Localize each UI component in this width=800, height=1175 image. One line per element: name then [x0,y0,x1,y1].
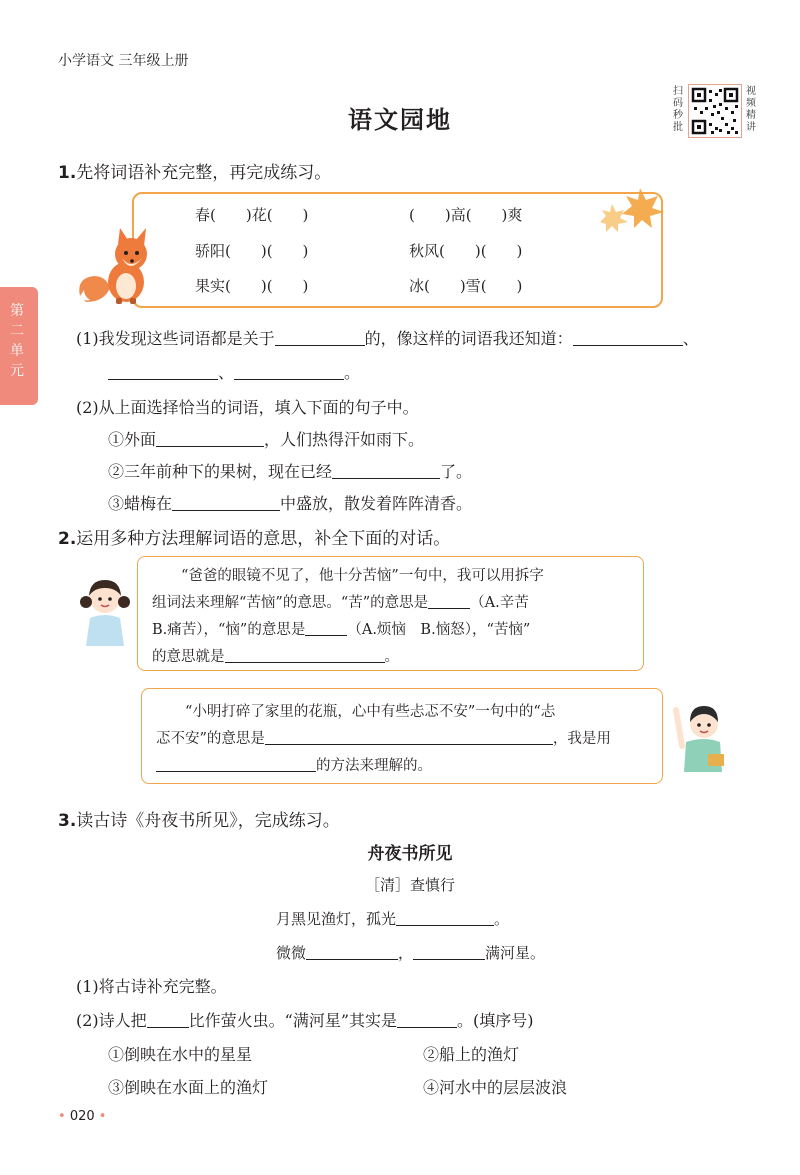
answer-blank[interactable] [397,1011,457,1028]
q3-sub2-text: 比作萤火虫。“满河星”其实是 [188,1011,398,1030]
word-item-5: 果实( )( ) [195,277,309,295]
qr-right-label: 视频精讲 [746,86,756,133]
q1-sub1-sep: 、 [218,363,235,382]
poem-title: 舟夜书所见 [367,844,453,864]
bubble1-line1: “爸爸的眼镜不见了，他十分苦恼”一句中，我可以用拆字 [181,568,544,584]
poem-text: 。 [494,910,510,928]
q1-sentence-3 [108,491,472,514]
q1-sentence-2 [108,459,472,482]
q3-sub2 [76,1008,534,1031]
answer-blank[interactable] [275,329,365,346]
bubble2-line2 [156,726,648,753]
poem-text: 月黑见渔灯，孤光 [276,910,397,928]
page-number-text: 020 [69,1109,95,1124]
dialog-bubble-1 [137,556,644,671]
answer-blank[interactable] [305,621,347,637]
q1-s3-text-a: ③蜡梅在 [108,494,173,513]
bubble1-text: （A.辛苦 [470,595,529,611]
option-1: ①倒映在水中的星星 [108,1045,253,1064]
maple-leaves-icon [600,184,670,234]
q1-sub1-sep: 、 [682,329,699,348]
page-title: 语文园地 [348,106,452,134]
bubble1-line3 [152,617,629,644]
bubble2-line1: “小明打碎了家里的花瓶，心中有些忐忑不安”一句中的“忐 [185,704,556,720]
q1-sub1-line2 [108,360,360,383]
answer-blank[interactable] [234,363,344,380]
q2-heading [58,524,450,549]
bubble1-line2 [152,590,629,617]
q1-s3-text-b: 中盛放，散发着阵阵清香。 [280,494,473,513]
bubble2-text: ，我是用 [552,731,611,747]
q1-sub1-end: 。 [344,363,361,382]
answer-blank[interactable] [147,1011,189,1028]
answer-blank[interactable] [332,462,440,479]
word-item-2: ( )高( )爽 [409,206,523,224]
answer-blank[interactable] [172,494,280,511]
page-number [58,1109,106,1124]
q1-sub1-line1 [76,326,699,349]
qr-code-icon[interactable] [688,84,742,138]
q3-heading [58,806,340,831]
bubble2-line3 [156,753,648,780]
answer-blank[interactable] [156,757,316,773]
answer-blank[interactable] [396,910,494,926]
answer-blank[interactable] [413,944,485,960]
answer-blank[interactable] [108,363,218,380]
page-dot-icon: • [98,1109,107,1124]
unit-side-tab [0,287,38,405]
q3-number: 3. [58,811,77,831]
answer-blank[interactable] [265,730,553,746]
q3-heading-text: 读古诗《舟夜书所见》，完成练习。 [76,811,340,831]
q1-s2-text-a: ②三年前种下的果树，现在已经 [108,462,333,481]
q3-sub1: (1)将古诗补充完整。 [76,977,227,996]
poem-text: 满河星。 [485,944,546,962]
page-dot-icon: • [58,1109,66,1124]
option-2: ②船上的渔灯 [423,1045,520,1064]
answer-blank[interactable] [156,430,264,447]
option-3: ③倒映在水面上的渔灯 [108,1078,269,1097]
poem-text: 微微 [276,944,307,962]
qr-left-label: 扫码秒批 [673,86,683,133]
poem-author: ［清］查慎行 [364,876,455,894]
girl-avatar-icon [76,568,134,648]
answer-blank[interactable] [225,648,385,664]
q1-s2-text-b: 了。 [440,462,473,481]
poem-line-1 [276,908,509,929]
q1-heading-text: 先将词语补充完整，再完成练习。 [76,163,332,183]
fox-icon [76,226,156,306]
q1-heading [58,158,331,183]
word-item-1: 春( )花( ) [195,206,309,224]
bubble2-text: 的方法来理解的。 [316,758,432,774]
q1-sub1-text-a: (1)我发现这些词语都是关于 [76,329,275,348]
bubble1-text: 组词法来理解“苦恼”的意思。“苦”的意思是 [152,595,429,611]
word-item-6: 冰( )雪( ) [409,277,523,295]
bubble1-text: B.痛苦），“恼”的意思是 [152,622,306,638]
dialog-bubble-2 [141,688,663,784]
q1-sentence-1 [108,427,424,450]
boy-avatar-icon [672,696,732,772]
q2-number: 2. [58,529,77,549]
bubble1-text: 的意思就是 [152,649,225,665]
answer-blank[interactable] [306,944,398,960]
unit-side-tab-label: 第二单元 [10,303,24,379]
book-header: 小学语文 三年级上册 [58,53,189,69]
bubble1-text: （A.烦恼 B.恼怒），“苦恼” [347,622,531,638]
answer-blank[interactable] [573,329,683,346]
q2-heading-text: 运用多种方法理解词语的意思，补全下面的对话。 [76,529,451,549]
poem-text: ， [398,944,414,962]
q3-sub2-text: 。(填序号) [457,1011,534,1030]
q3-sub2-text: (2)诗人把 [76,1011,147,1030]
option-4: ④河水中的层层波浪 [423,1078,568,1097]
q1-s1-text-b: ，人们热得汗如雨下。 [264,430,425,449]
word-item-4: 秋风( )( ) [409,242,523,260]
q1-s1-text-a: ①外面 [108,430,157,449]
word-item-3: 骄阳( )( ) [195,242,309,260]
q1-sub2: (2)从上面选择恰当的词语，填入下面的句子中。 [76,398,419,417]
bubble2-text: 忑不安”的意思是 [156,731,265,747]
bubble1-line4 [152,644,629,671]
answer-blank[interactable] [428,594,470,610]
q1-number: 1. [58,163,77,183]
q1-sub1-text-b: 的，像这样的词语我还知道： [364,329,573,348]
poem-line-2 [276,942,545,963]
bubble1-text: 。 [384,649,399,665]
